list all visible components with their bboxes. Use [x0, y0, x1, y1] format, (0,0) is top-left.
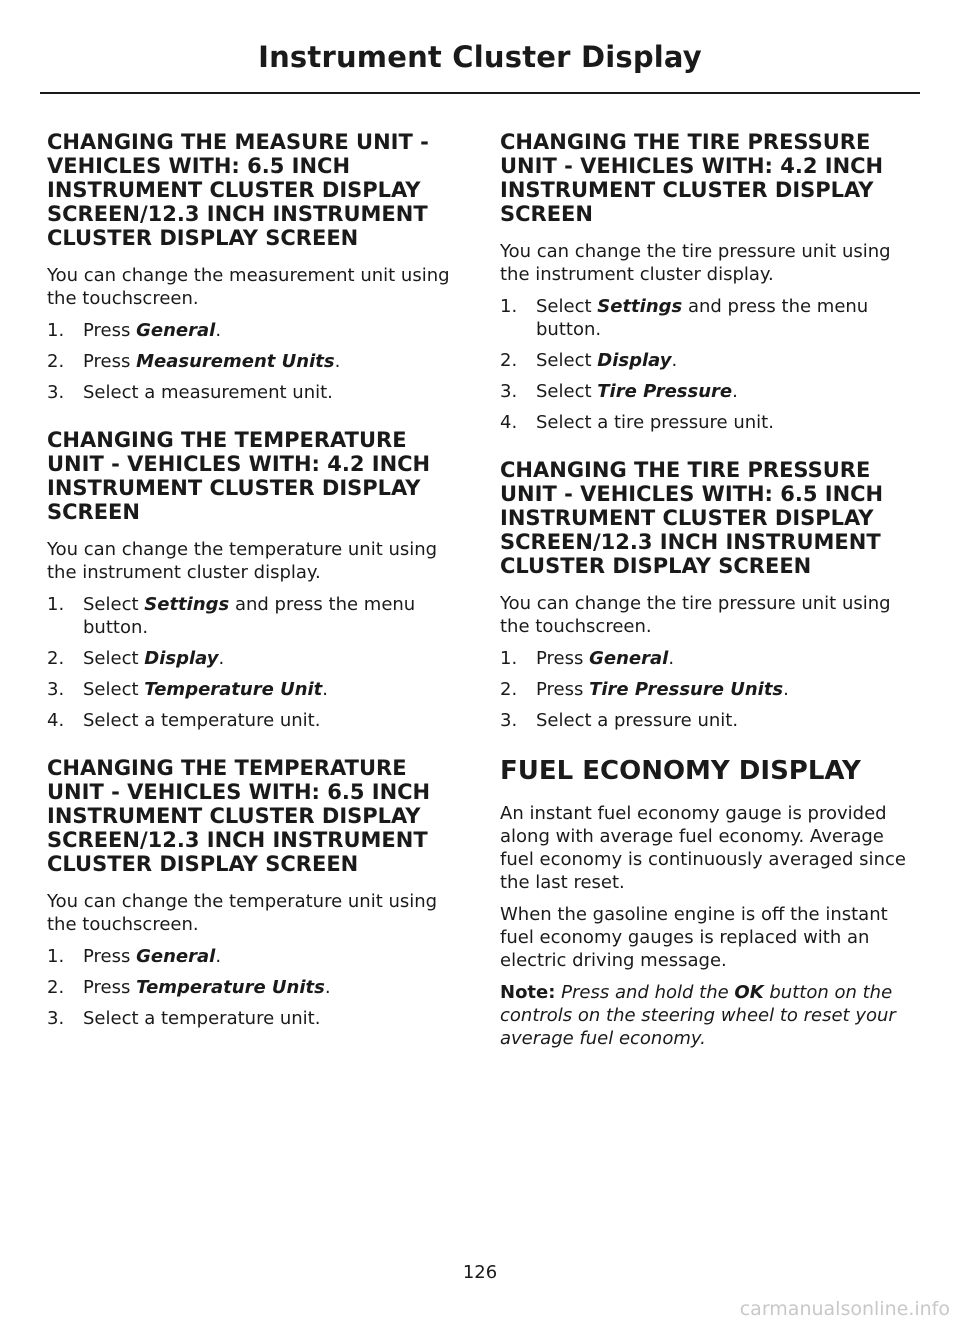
step-number: 1.	[47, 594, 65, 615]
step-number: 1.	[47, 320, 65, 341]
step-item	[500, 647, 918, 670]
step-text-end: .	[334, 351, 341, 372]
step-item	[500, 709, 918, 732]
step-emphasis: Display	[597, 350, 672, 371]
step-item	[500, 349, 918, 372]
section-intro: You can change the temperature unit using the touchscreen.	[47, 891, 438, 935]
step-text: Select a temperature unit.	[83, 710, 321, 731]
step-emphasis: Display	[144, 648, 219, 669]
section-fuel-economy-display	[500, 756, 918, 1050]
step-item	[47, 1007, 465, 1030]
step-emphasis: Tire Pressure	[597, 381, 733, 402]
step-text-end: .	[218, 648, 225, 669]
step-text: Select a temperature unit.	[83, 1008, 321, 1029]
step-item	[47, 593, 465, 639]
step-text-end: .	[671, 350, 678, 371]
section-temperature-unit-6-5	[47, 756, 465, 1030]
step-item	[47, 381, 465, 404]
step-text-end: .	[783, 679, 789, 700]
step-text: Press	[83, 320, 137, 341]
step-emphasis: Temperature Units	[136, 977, 325, 998]
section-intro: You can change the tire pressure unit using the touchscreen.	[500, 593, 891, 637]
step-emphasis: Temperature Unit	[144, 679, 323, 700]
step-text: Press	[83, 946, 137, 967]
step-text: Press	[83, 977, 137, 998]
page-title: Instrument Cluster Display	[258, 40, 702, 74]
step-emphasis: Settings	[144, 594, 230, 615]
step-emphasis: General	[136, 946, 216, 967]
step-emphasis: General	[589, 648, 669, 669]
step-number: 2.	[500, 350, 518, 371]
step-item	[500, 380, 918, 403]
left-column	[47, 130, 465, 1054]
section-temperature-unit-4-2	[47, 428, 465, 732]
step-emphasis: Settings	[597, 296, 683, 317]
steps-list	[500, 647, 918, 732]
step-text: Select a measurement unit.	[83, 382, 333, 403]
section-heading: CHANGING THE TIRE PRESSURE UNIT - VEHICLES WITH: 6.5 INCH INSTRUMENT CLUSTER DISPLAY SCREEN/12.3 INCH INSTRUMENT CLUSTER DISPLAY SCREEN	[500, 458, 884, 578]
step-text-end: .	[215, 320, 222, 341]
step-item	[47, 945, 465, 968]
step-number: 3.	[500, 710, 518, 731]
step-item	[47, 350, 465, 373]
step-text: Select	[536, 296, 598, 317]
section-heading: CHANGING THE TEMPERATURE UNIT - VEHICLES WITH: 4.2 INCH INSTRUMENT CLUSTER DISPLAY SCREEN	[47, 428, 431, 524]
page-header	[40, 40, 920, 74]
step-text: Select	[83, 679, 145, 700]
step-number: 3.	[47, 1008, 65, 1029]
steps-list	[47, 593, 465, 732]
section-intro: You can change the measurement unit using the touchscreen.	[47, 265, 450, 309]
right-column	[500, 130, 918, 1074]
step-text: Press	[83, 351, 137, 372]
page-number: 126	[462, 1262, 498, 1283]
step-number: 3.	[47, 679, 65, 700]
step-text: Select	[83, 594, 145, 615]
step-number: 3.	[47, 382, 65, 403]
step-item	[47, 647, 465, 670]
step-number: 2.	[47, 648, 65, 669]
step-text-end: and press the menu button.	[536, 296, 869, 340]
watermark: carmanualsonline.info	[739, 1298, 950, 1320]
paragraph: An instant fuel economy gauge is provided along with average fuel economy. Average fuel economy is continuously averaged since the last reset.	[500, 803, 906, 893]
step-text: Press	[536, 679, 590, 700]
note-text: Press and hold the	[555, 982, 735, 1003]
step-number: 2.	[47, 977, 65, 998]
step-number: 3.	[500, 381, 518, 402]
note-text-end: button on the controls on the steering wheel to reset your average fuel economy.	[500, 982, 896, 1049]
step-number: 1.	[500, 648, 518, 669]
step-text-end: .	[668, 648, 675, 669]
step-number: 2.	[47, 351, 65, 372]
step-number: 2.	[500, 679, 518, 700]
note	[500, 981, 918, 1050]
step-item	[47, 678, 465, 701]
paragraph: When the gasoline engine is off the instant fuel economy gauges is replaced with an electric driving message.	[500, 904, 888, 971]
header-divider	[40, 92, 920, 94]
step-emphasis: General	[136, 320, 216, 341]
section-heading: CHANGING THE TEMPERATURE UNIT - VEHICLES WITH: 6.5 INCH INSTRUMENT CLUSTER DISPLAY SCREEN/12.3 INCH INSTRUMENT CLUSTER DISPLAY SCREEN	[47, 756, 431, 876]
step-text-end: and press the menu button.	[83, 594, 416, 638]
section-heading: CHANGING THE MEASURE UNIT - VEHICLES WITH: 6.5 INCH INSTRUMENT CLUSTER DISPLAY SCREEN/12.3 INCH INSTRUMENT CLUSTER DISPLAY SCREEN	[47, 130, 429, 250]
steps-list	[47, 945, 465, 1030]
section-heading: CHANGING THE TIRE PRESSURE UNIT - VEHICLES WITH: 4.2 INCH INSTRUMENT CLUSTER DISPLAY SCREEN	[500, 130, 884, 226]
step-number: 4.	[47, 710, 65, 731]
section-intro: You can change the temperature unit using the instrument cluster display.	[47, 539, 438, 583]
note-label: Note:	[500, 982, 556, 1003]
step-number: 4.	[500, 412, 518, 433]
step-emphasis: Tire Pressure Units	[589, 679, 784, 700]
step-item	[47, 709, 465, 732]
step-text: Select	[83, 648, 145, 669]
step-number: 1.	[47, 946, 65, 967]
step-item	[500, 295, 918, 341]
section-tire-pressure-unit-6-5	[500, 458, 918, 732]
step-emphasis: Measurement Units	[136, 351, 335, 372]
steps-list	[500, 295, 918, 434]
section-tire-pressure-unit-4-2	[500, 130, 918, 434]
steps-list	[47, 319, 465, 404]
step-text-end: .	[324, 977, 331, 998]
section-measure-unit-6-5	[47, 130, 465, 404]
step-text-end: .	[322, 679, 329, 700]
section-intro: You can change the tire pressure unit using the instrument cluster display.	[500, 241, 891, 285]
step-text-end: .	[215, 946, 222, 967]
step-item	[500, 678, 918, 701]
step-text: Press	[536, 648, 590, 669]
step-item	[47, 976, 465, 999]
step-text-end: .	[732, 381, 738, 402]
step-number: 1.	[500, 296, 518, 317]
note-ok-emphasis: OK	[734, 982, 764, 1003]
step-item	[500, 411, 918, 434]
step-text: Select a pressure unit.	[536, 710, 739, 731]
step-item	[47, 319, 465, 342]
step-text: Select	[536, 381, 598, 402]
section-heading: FUEL ECONOMY DISPLAY	[500, 756, 861, 786]
step-text: Select a tire pressure unit.	[536, 412, 774, 433]
step-text: Select	[536, 350, 598, 371]
